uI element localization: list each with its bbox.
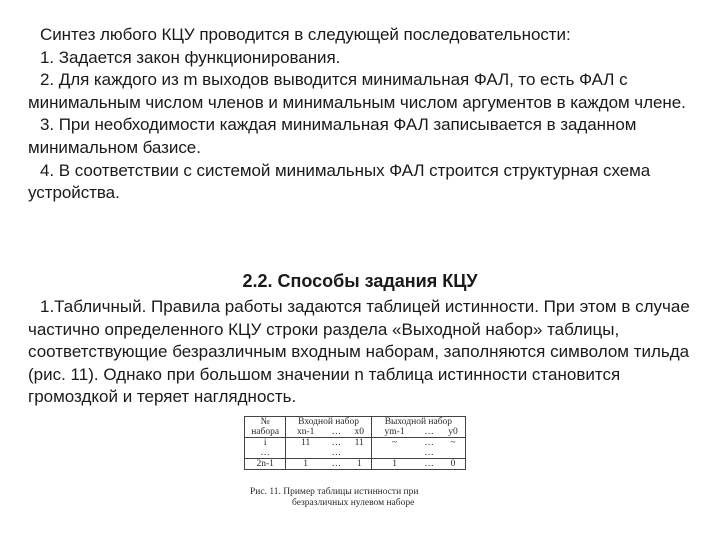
table-cell: … xyxy=(325,459,348,470)
figure-caption xyxy=(250,487,470,509)
table-cell xyxy=(348,448,372,459)
table-row xyxy=(245,438,466,449)
table-cell: … xyxy=(417,448,441,459)
table-cell: … xyxy=(424,438,434,448)
header-number: № xyxy=(245,417,286,428)
table-cell: … xyxy=(331,438,342,448)
table-row xyxy=(245,459,466,470)
col-ym: ym-1 xyxy=(371,427,417,438)
truth-table xyxy=(244,416,466,470)
step-4: 4. В соответствии с системой минимальных ФАЛ строится структурная схема устройства. xyxy=(28,160,651,203)
section-heading: 2.2. Способы задания КЦУ xyxy=(242,271,478,291)
table-cell: 2n-1 xyxy=(245,459,286,470)
table-cell: 1 xyxy=(371,459,417,470)
intro-text xyxy=(28,24,696,205)
table-cell xyxy=(371,448,417,459)
step-3: 3. При необходимости каждая минимальная ФАЛ записывается в заданном минимальном базисе. xyxy=(28,115,637,157)
col-xn: xn-1 xyxy=(286,427,325,438)
col-y0: y0 xyxy=(441,427,466,438)
section-paragraph: 1.Табличный. Правила работы задаются таблицей истинности. При этом в случае частично определенного КЦУ строки раздела «Выходной набор» таблицы, соответствующие безразличным входным наборам, заполняются символом тильда (рис. 11). Однако при большом значении n таблица истинности становится громоздкой и теряет наглядность. xyxy=(28,297,690,407)
table-header-row xyxy=(245,417,466,428)
table-cell xyxy=(286,448,325,459)
header-number-2: набора xyxy=(245,427,286,438)
table-cell: 1 xyxy=(348,459,372,470)
table-cell: 11 xyxy=(348,438,372,449)
header-input: Входной набор xyxy=(286,417,371,428)
col-x0: x0 xyxy=(348,427,372,438)
table-cell: 0 xyxy=(441,459,466,470)
step-1: 1. Задается закон функционирования. xyxy=(40,47,341,67)
table-cell: … xyxy=(325,448,348,459)
col-y-dots: … xyxy=(417,427,441,438)
table-cell: … xyxy=(417,459,441,470)
caption-line-2: безразличных нулевом наборе xyxy=(292,498,415,508)
header-output: Выходной набор xyxy=(371,417,465,428)
table-cell: … xyxy=(245,448,286,459)
table-cell: 11 xyxy=(301,438,311,448)
section-text xyxy=(28,296,696,409)
table-cell xyxy=(441,448,466,459)
intro-paragraph-1: Синтез любого КЦУ проводится в следующей последовательности: xyxy=(40,25,571,44)
table-cell: ~ xyxy=(392,438,398,448)
step-2: 2. Для каждого из m выходов выводится минимальная ФАЛ, то есть ФАЛ с минимальным числом членов и минимальным числом аргументов в каждом члене. xyxy=(28,70,686,112)
table-cell: 1 xyxy=(286,459,325,470)
col-x-dots: … xyxy=(325,427,348,438)
table-cell: ~ xyxy=(441,438,466,449)
table-cell: i xyxy=(245,438,286,449)
table-subheader-row xyxy=(245,427,466,438)
caption-line-1: Рис. 11. Пример таблицы истинности при xyxy=(250,487,419,497)
table-row xyxy=(245,448,466,459)
